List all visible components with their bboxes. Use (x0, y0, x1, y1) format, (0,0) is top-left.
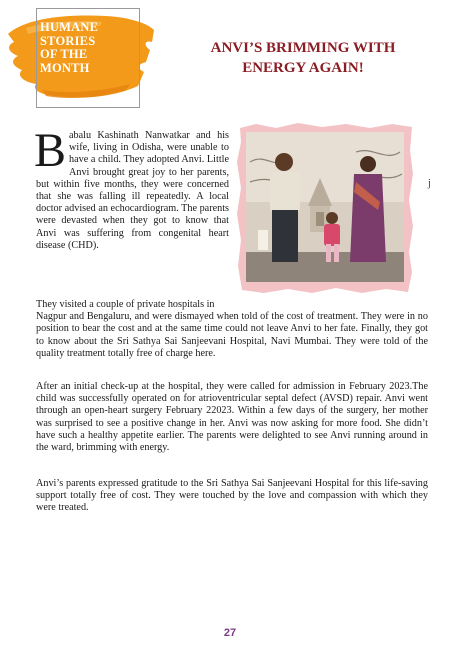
section-badge (6, 4, 156, 110)
family-photo (236, 122, 414, 294)
paragraph-surgery: After an initial check-up at the hospital, they were called for admission in February 2023.The child was successfully operated on for atrioventricular septal defect (AVSD) repair. Anvi went through an open-heart surgery February 22023. Within a few days of the surgery, her mother was surprised to see a positive change in her. Anvi was now asking for more food. She didn’t have such a healthy appetite earlier. The parents were delighted to see Anvi running around in the ward, brimming with energy. (36, 381, 428, 454)
lead-text: abalu Kashinath Nanwatkar and his wife, living in Odisha, were unable to have a child. They adopted Anvi. Little Anvi brought great joy to her parents, but within five months, they were concerned that she was falling ill repeatedly. A local doctor advised an echocardiogram. The parents were devasted when they got to know that Anvi was suffering from congenital heart disease (CHD). (36, 130, 229, 251)
page-number: 27 (223, 627, 237, 639)
badge-line: HUMANE (40, 20, 99, 34)
paragraph-hospitals (36, 299, 428, 360)
badge-line: STORIES (40, 33, 96, 48)
article-title (178, 38, 428, 78)
badge-label (40, 21, 140, 75)
paragraph-text: Nagpur and Bengaluru, and were dismayed when told of the cost of treatment. They were in no position to bear the cost and at the same time could not leave Anvi to her fate. Finally, they got to know about the Sri Sathya Sai Sanjeevani Hospital, Navi Mumbai. They were told of the quality treatment totally free of charge here. (36, 311, 428, 359)
title-line-1: ANVI’S BRIMMING WITH (210, 40, 396, 56)
badge-line: MONTH (40, 60, 90, 75)
paragraph-gratitude: Anvi’s parents expressed gratitude to the Sri Sathya Sai Sanjeevani Hospital for this life-saving support totally free of cost. They were touched by the love and compassion with which they were treated. (36, 478, 428, 514)
lead-paragraph (34, 124, 229, 252)
title-line-2: ENERGY AGAIN! (242, 60, 364, 76)
paragraph-first-line: They visited a couple of private hospitals in (36, 299, 215, 310)
drop-cap: B (34, 124, 67, 177)
badge-line: OF THE (40, 47, 88, 61)
stray-mark: j (428, 178, 431, 189)
